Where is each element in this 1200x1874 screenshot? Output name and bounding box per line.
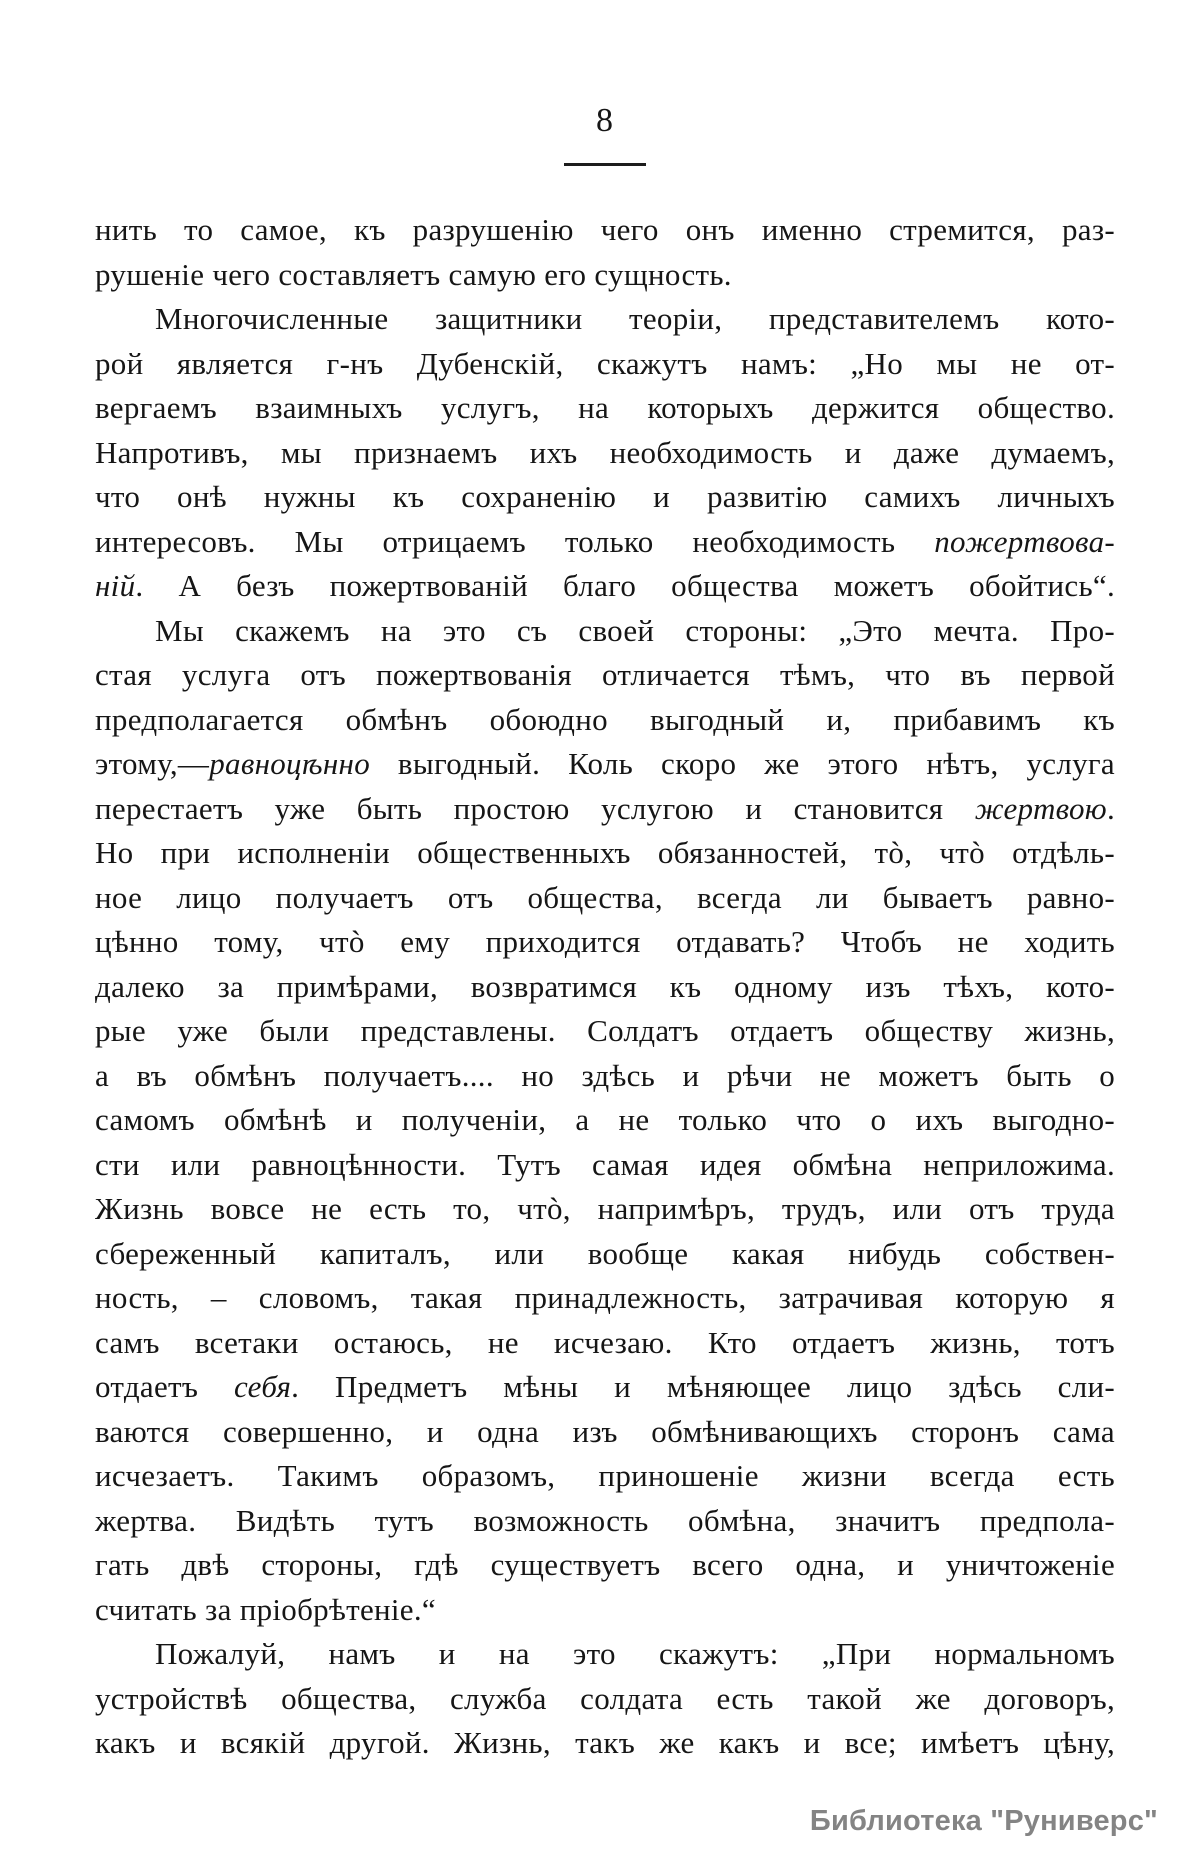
text-line	[95, 1632, 1115, 1677]
text-segment: стая услуга отъ пожертвованія отличается тѣмъ, что въ первой	[95, 657, 1115, 692]
text-line	[95, 1232, 1115, 1277]
text-segment: Но при исполненіи общественныхъ обязанностей, тò, чтò отдѣль-	[95, 835, 1115, 870]
text-segment: ность, – словомъ, такая принадлежность, затрачивая которую я	[95, 1280, 1115, 1315]
text-segment: . Предметъ мѣны и мѣняющее лицо здѣсь сли-	[291, 1369, 1115, 1404]
italic-text-segment: жертвою	[974, 790, 1107, 826]
text-line	[95, 1543, 1115, 1588]
italic-text-segment: ній	[95, 568, 136, 603]
text-segment: .	[1106, 790, 1115, 826]
text-segment: Напротивъ, мы признаемъ ихъ необходимость и даже думаемъ,	[95, 434, 1115, 470]
text-segment: отдаетъ	[95, 1369, 235, 1404]
text-segment: считать за пріобрѣтеніе.“	[95, 1591, 436, 1627]
text-line	[95, 831, 1115, 876]
text-segment: рушеніе чего составляетъ самую его сущность.	[95, 256, 732, 292]
text-segment: . А безъ пожертвованій благо общества можетъ обойтись“.	[135, 568, 1115, 603]
text-line	[95, 787, 1115, 832]
text-line	[95, 920, 1115, 965]
text-segment: Многочисленные защитники теоріи, представителемъ кото-	[155, 301, 1115, 336]
text-line	[95, 1009, 1115, 1054]
text-line	[95, 1098, 1115, 1143]
text-line	[95, 342, 1115, 387]
text-line	[95, 520, 1115, 565]
text-line	[95, 876, 1115, 921]
text-line	[95, 297, 1115, 342]
text-segment: рой является г-нъ Дубенскій, скажутъ намъ: „Но мы не от-	[95, 345, 1115, 381]
text-segment: Жизнь вовсе не есть то, чтò, напримѣръ, трудъ, или отъ труда	[95, 1191, 1115, 1226]
text-segment: этому,—	[95, 746, 210, 781]
text-segment: выгодный. Коль скоро же этого нѣтъ, услуга	[370, 746, 1115, 781]
text-line	[95, 208, 1115, 253]
text-line	[95, 1143, 1115, 1188]
text-line	[95, 1321, 1115, 1366]
text-line	[95, 1677, 1115, 1722]
italic-text-segment: себя	[234, 1369, 292, 1404]
page-number-rule	[564, 163, 646, 166]
text-line	[95, 1187, 1115, 1232]
text-segment: устройствѣ общества, служба солдата есть такой же договоръ,	[95, 1680, 1115, 1716]
text-segment: какъ и всякій другой. Жизнь, такъ же какъ и все; имѣетъ цѣну,	[95, 1725, 1115, 1760]
text-line	[95, 564, 1115, 609]
text-segment: Мы скажемъ на это съ своей стороны: „Это мечта. Про-	[155, 612, 1115, 648]
text-segment: что онѣ нужны къ сохраненію и развитію самихъ личныхъ	[95, 479, 1115, 514]
italic-text-segment: равноцѣнно	[209, 746, 370, 781]
text-line	[95, 253, 1115, 298]
italic-text-segment: пожертвова-	[934, 523, 1115, 559]
text-segment: исчезаетъ. Такимъ образомъ, приношеніе жизни всегда есть	[95, 1458, 1115, 1493]
text-segment: сбереженный капиталъ, или вообще какая нибудь собствен-	[95, 1235, 1115, 1271]
text-segment: жертва. Видѣть тутъ возможность обмѣна, значитъ предпола-	[95, 1502, 1115, 1538]
text-line	[95, 1588, 1115, 1633]
body-text	[95, 208, 1115, 1766]
text-segment: рые уже были представлены. Солдатъ отдаетъ обществу жизнь,	[95, 1013, 1115, 1048]
text-segment: далеко за примѣрами, возвратимся къ одному изъ тѣхъ, кото-	[95, 968, 1115, 1004]
watermark: Библиотека "Руниверс"	[809, 1805, 1158, 1837]
text-line	[95, 1721, 1115, 1766]
text-segment: перестаетъ уже быть простою услугою и становится	[95, 790, 975, 826]
text-line	[95, 431, 1115, 476]
text-line	[95, 609, 1115, 654]
text-line	[95, 742, 1115, 787]
text-segment: гать двѣ стороны, гдѣ существуетъ всего одна, и уничтоженіе	[95, 1547, 1115, 1582]
page-number: 8	[596, 102, 614, 139]
text-segment: интересовъ. Мы отрицаемъ только необходимость	[95, 523, 935, 559]
text-line	[95, 475, 1115, 520]
text-line	[95, 1276, 1115, 1321]
text-line	[95, 1054, 1115, 1099]
text-segment: а въ обмѣнъ получаетъ.... но здѣсь и рѣчи не можетъ быть о	[95, 1057, 1115, 1093]
text-line	[95, 653, 1115, 698]
text-segment: предполагается обмѣнъ обоюдно выгодный и, прибавимъ къ	[95, 701, 1115, 737]
text-segment: самъ всетаки остаюсь, не исчезаю. Кто отдаетъ жизнь, тотъ	[95, 1324, 1115, 1360]
text-line	[95, 386, 1115, 431]
text-segment: ваются совершенно, и одна изъ обмѣнивающихъ сторонъ сама	[95, 1413, 1115, 1449]
text-line	[95, 1454, 1115, 1499]
text-line	[95, 698, 1115, 743]
text-line	[95, 1365, 1115, 1410]
text-line	[95, 1499, 1115, 1544]
text-segment: Пожалуй, намъ и на это скажутъ: „При нормальномъ	[155, 1636, 1115, 1671]
text-segment: сти или равноцѣнности. Тутъ самая идея обмѣна неприложима.	[95, 1146, 1115, 1182]
text-segment: самомъ обмѣнѣ и полученіи, а не только что о ихъ выгодно-	[95, 1102, 1115, 1137]
text-line	[95, 1410, 1115, 1455]
text-segment: ное лицо получаетъ отъ общества, всегда ли бываетъ равно-	[95, 879, 1115, 915]
text-segment: цѣнно тому, чтò ему приходится отдавать? Чтобъ не ходить	[95, 924, 1115, 959]
text-segment: вергаемъ взаимныхъ услугъ, на которыхъ держится общество.	[95, 390, 1115, 425]
text-line	[95, 965, 1115, 1010]
text-segment: нить то самое, къ разрушенію чего онъ именно стремится, раз-	[95, 212, 1115, 247]
